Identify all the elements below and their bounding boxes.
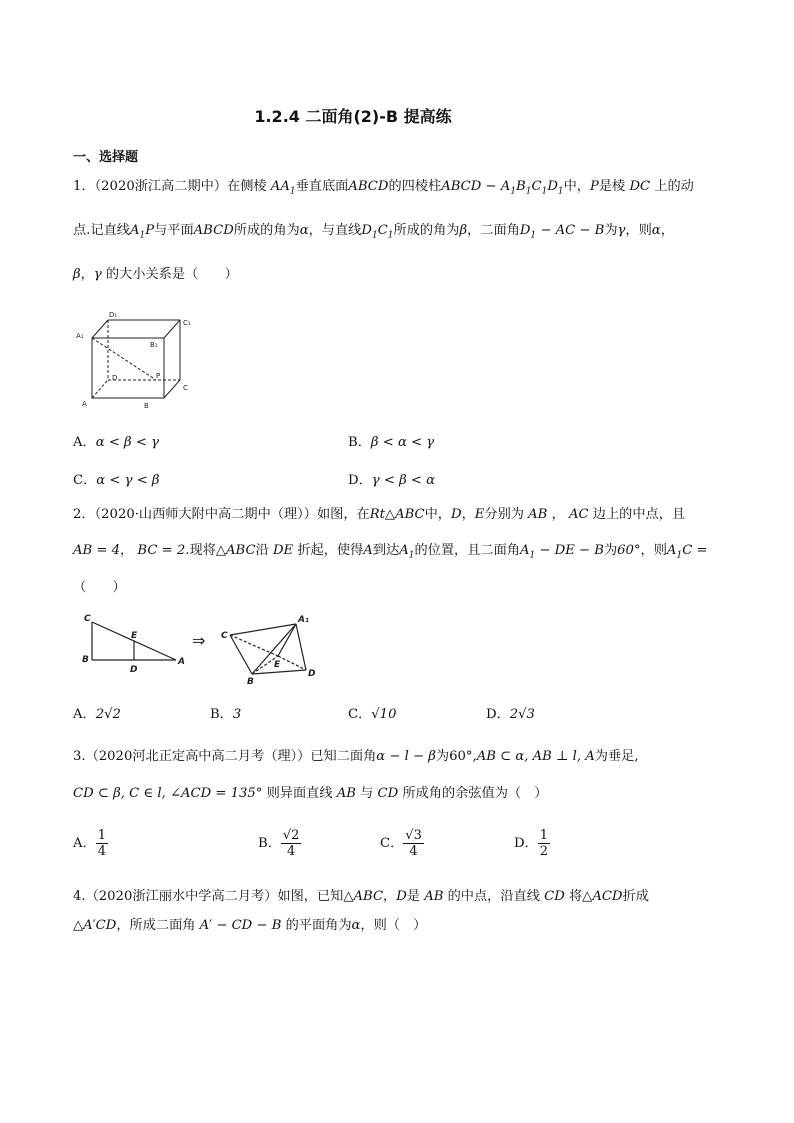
q2-right-label-c: C <box>221 631 228 641</box>
q3-line-1: 3.（2020河北正定高中高二月考（理））已知二面角α − l − β为60°,AB ⊂ α, AB ⊥ l, A为垂足, <box>73 749 639 764</box>
q1-prism-figure <box>72 308 202 414</box>
q2-right-label-b: B <box>247 677 254 685</box>
q1-label-a1: A₁ <box>76 332 84 340</box>
q1-option-b[interactable]: B．β < α < γ <box>348 435 435 450</box>
q2-line-3: （ ） <box>73 580 126 595</box>
q2-right-label-d: D <box>308 669 316 679</box>
q1-label-c: C <box>183 384 188 392</box>
q2-option-c[interactable]: C．√10 <box>348 707 397 722</box>
q2-option-a[interactable]: A．2√2 <box>73 707 121 722</box>
q2-left-label-e: E <box>131 631 138 641</box>
section-heading: 一、选择题 <box>73 150 139 165</box>
q1-option-d[interactable]: D．γ < β < α <box>348 473 436 488</box>
q2-line-1: 2．（2020·山西师大附中高二期中（理））如图，在Rt△ABC中，D，E分别为 AB ， AC 边上的中点，且 <box>73 507 686 522</box>
q3-option-a[interactable]: A． $\frac{1}{4}$ <box>73 828 106 859</box>
q1-line-2: 点.记直线$A_1P$与平面ABCD所成的角为α，与直线$D_1C_1$所成的角为β，二面角$D_1$ − AC − B为γ，则α， <box>73 223 674 241</box>
q2-option-b[interactable]: B．3 <box>210 707 242 722</box>
q4-line-2: △A′CD，所成二面角 A′ − CD − B 的平面角为α，则（ ） <box>73 918 427 933</box>
q2-left-label-b: B <box>82 655 89 665</box>
q1-option-c[interactable]: C．α < γ < β <box>73 473 160 488</box>
q3-line-2: CD ⊂ β, C ∈ l, ∠ACD = 135° 则异面直线 AB 与 CD 所成角的余弦值为（ ） <box>73 786 548 801</box>
q1-label-p: P <box>156 372 161 380</box>
q4-line-1: 4.（2020浙江丽水中学高二月考）如图，已知△ABC，D是 AB 的中点，沿直线 CD 将△ACD折成 <box>73 889 649 904</box>
q1-label-b1: B₁ <box>150 341 158 349</box>
q2-arrow-icon: ⇒ <box>192 631 206 650</box>
q1-label-b: B <box>144 402 149 410</box>
q2-option-d[interactable]: D．2√3 <box>486 707 535 722</box>
q2-left-label-c: C <box>84 614 91 624</box>
q3-option-c[interactable]: C． $\frac{√3}{4}$ <box>380 828 422 859</box>
q1-label-d1: D₁ <box>109 311 118 319</box>
q2-left-label-a: A <box>178 657 185 667</box>
q2-fold-figure <box>80 610 330 685</box>
q2-right-label-a1: A₁ <box>298 615 309 625</box>
page-title: 1.2.4 二面角(2)-B 提高练 <box>254 107 452 126</box>
q2-left-label-d: D <box>130 665 138 675</box>
q1-option-a[interactable]: A．α < β < γ <box>73 435 159 450</box>
q2-right-label-e: E <box>274 660 281 670</box>
q3-option-b[interactable]: B． $\frac{√2}{4}$ <box>258 828 300 859</box>
q2-line-2: AB = 4， BC = 2.现将△ABC沿 DE 折起，使得A到达$A_1$的位置，且二面角$A_1$ − DE − B为60°，则$A_1C$ = <box>73 543 708 561</box>
q3-option-d[interactable]: D． $\frac{1}{2}$ <box>514 828 549 859</box>
q1-line-3: β，γ 的大小关系是（ ） <box>73 267 238 282</box>
q1-line-1: 1．（2020浙江高二期中）在侧棱 $AA_1$垂直底面ABCD的四棱柱ABCD − $A_1B_1C_1D_1$中，P是棱 DC 上的动 <box>73 179 694 197</box>
q1-label-c1: C₁ <box>183 319 191 327</box>
q1-label-d: D <box>112 374 118 382</box>
q1-label-a: A <box>82 400 87 408</box>
